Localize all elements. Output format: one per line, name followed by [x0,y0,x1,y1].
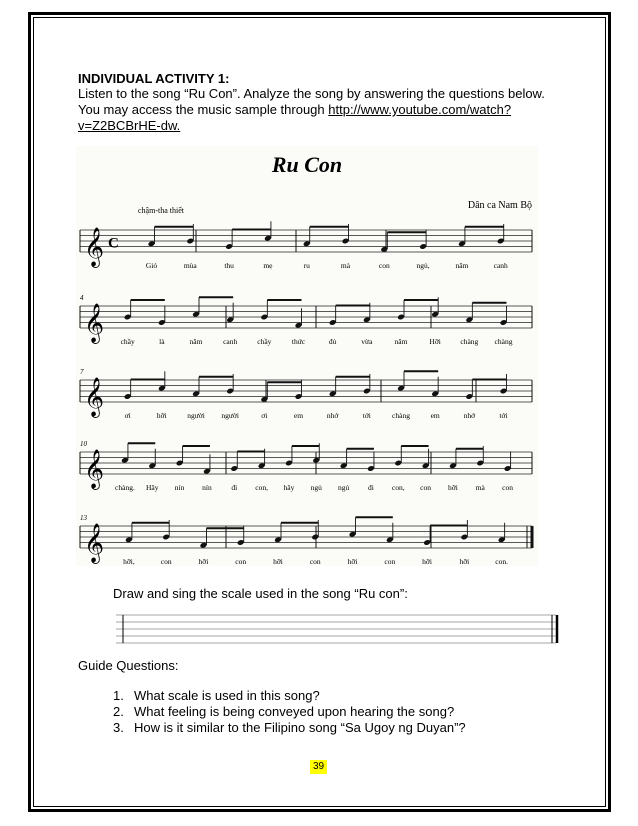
guide-questions [113,688,466,736]
question-number: 1. [113,688,124,703]
lyric-syllable: con [384,557,396,566]
treble-clef: 𝄞 [84,451,105,488]
treble-clef: 𝄞 [84,525,105,562]
lyric-syllable: đi [368,483,374,492]
question-item [113,720,466,736]
youtube-link[interactable]: http://www.youtube.com/watch?v=Z2BCBrHE-dw. [78,102,512,133]
lyric-syllable: là [159,337,165,346]
lyric-syllable: hỡi [448,483,458,492]
sheet-music-svg [76,146,538,566]
tempo-marking: chậm-tha thiết [138,206,184,215]
question-number: 2. [113,704,124,719]
lyric-syllable: con. [495,557,508,566]
lyric-syllable: hỡi [198,557,209,566]
lyric-syllable: nhớ [326,411,339,420]
sheet-music [76,146,538,566]
lyric-syllable: nín [202,483,212,492]
question-item [113,688,466,704]
lyric-syllable: nhớ [463,411,476,420]
lyric-syllable: chàng [494,337,513,346]
lyric-syllable: con [420,483,432,492]
lyric-syllable: con, [255,483,268,492]
scale-instruction: Draw and sing the scale used in the song “Ru con”: [113,586,408,601]
question-number: 3. [113,720,124,735]
lyric-syllable: đi [231,483,238,492]
lyric-syllable: Gió [145,261,158,270]
lyric-syllable: mà [340,261,351,270]
question-text: What feeling is being conveyed upon hearing the song? [134,704,455,719]
lyric-syllable: con [160,557,172,566]
activity-intro [78,86,558,134]
lyric-syllable: người [221,411,239,420]
lyric-syllable: chàng. [115,483,135,492]
lyric-syllable: chầy [120,337,135,346]
lyric-syllable: em [293,411,304,420]
question-text: What scale is used in this song? [134,688,320,703]
guide-title: Guide Questions: [78,658,179,673]
lyric-syllable: ru [303,261,310,270]
lyric-syllable: hỡi [347,557,358,566]
lyric-syllable: tới [362,411,371,420]
lyric-syllable: mùa [183,261,197,270]
composer-credit: Dân ca Nam Bộ [467,200,532,211]
treble-clef: 𝄞 [84,229,105,266]
question-text: How is it similar to the Filipino song “Sa Ugoy ng Duyan”? [134,720,466,735]
lyric-syllable: hỡi [422,557,432,566]
measure-number: 7 [80,368,84,376]
lyric-syllable: mà [475,483,485,492]
lyric-syllable: hỡi [156,411,167,420]
lyric-syllable: con [235,557,247,566]
lyric-syllable: ngủ [337,483,350,492]
lyric-syllable: năm [455,261,469,270]
lyric-syllable: hãy [283,483,295,492]
lyric-syllable: canh [223,337,238,346]
lyric-syllable: năm [394,337,408,346]
lyric-syllable: con [378,261,390,270]
lyric-syllable: Hỡi [429,337,441,346]
time-signature: C [108,235,119,252]
question-item [113,704,466,720]
lyric-syllable: thu [224,261,234,270]
lyric-syllable: vừa [361,337,373,346]
lyric-syllable: con, [391,483,405,492]
treble-clef: 𝄞 [84,305,105,342]
lyric-syllable: thức [291,337,306,346]
lyric-syllable: người [187,411,205,420]
lyric-syllable: ngủ, [416,261,430,270]
lyric-syllable: hỡi, [123,557,135,566]
lyric-syllable: chầy [257,337,272,346]
treble-clef: 𝄞 [84,379,105,416]
lyric-syllable: hỡi [459,557,470,566]
blank-staff[interactable] [116,611,561,649]
lyric-syllable: con [502,483,514,492]
lyric-syllable: canh [493,261,508,270]
page-number: 39 [310,760,327,774]
activity-heading: INDIVIDUAL ACTIVITY 1: [78,71,230,86]
lyric-syllable: chàng [460,337,479,346]
lyric-syllable: hỡi [273,557,283,566]
lyric-syllable: ngủ [310,483,322,492]
lyric-syllable: đủ [328,337,337,346]
lyric-syllable: ơi [124,411,131,420]
measure-number: 13 [80,514,87,522]
measure-number: 10 [80,440,87,448]
intro-text: Listen to the song “Ru Con”. Analyze the song by answering the questions below. You may access the music sample through [78,86,545,117]
lyric-syllable: ơi [261,411,268,420]
measure-number: 4 [80,294,84,302]
lyric-syllable: chàng [392,411,410,420]
lyric-syllable: em [430,411,440,420]
lyric-syllable: nín [174,483,185,492]
lyric-syllable: năm [189,337,203,346]
lyric-syllable: Hãy [146,483,159,492]
song-title: Ru Con [271,152,343,177]
lyric-syllable: con [309,557,321,566]
lyric-syllable: mẹ [263,261,273,270]
lyric-syllable: tới [499,411,508,420]
